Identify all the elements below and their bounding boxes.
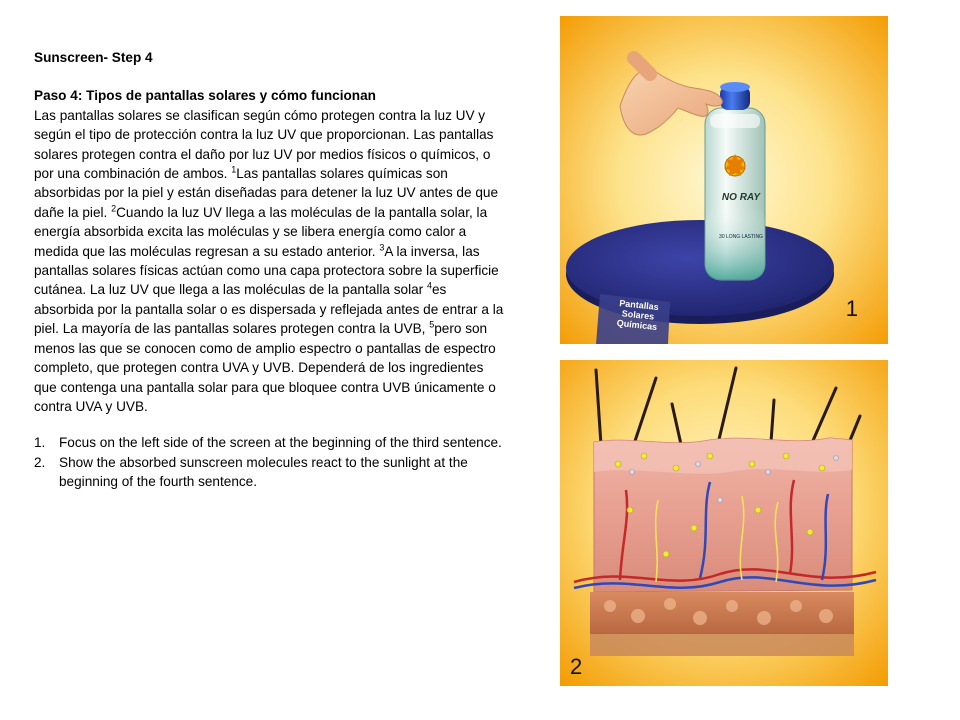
- paragraph-text: pero son menos las que se conocen como de amplio espectro o pantallas de espectro completo, que protegen contra UVA y UVB. Dependerá de los ingredientes que contenga una pantalla solar para que bloquee contra UVB únicamente o contra UVA y UVB.: [34, 321, 496, 414]
- panel-number-2: 2: [570, 654, 583, 679]
- instruction-number: 1.: [34, 435, 46, 451]
- body-paragraph: [34, 106, 506, 417]
- instruction-item: [34, 433, 506, 452]
- paragraph-text: es absorbida por la pantalla solar o es dispersada y reflejada antes de entrar a la piel. La mayoría de las pantallas solares protegen contra la UVB,: [34, 282, 504, 337]
- instruction-text: Focus on the left side of the screen at the beginning of the third sentence.: [59, 435, 502, 451]
- skin-cross-section-illustration: [560, 360, 888, 686]
- paragraph-text: A la inversa, las pantallas solares físicas actúan como una capa protectora sobre la superficie cutánea. La luz UV que llega a las moléculas de la pantalla solar: [34, 243, 499, 298]
- panel-number-1: 1: [845, 296, 858, 321]
- bottle-brand-label: NO RAY: [721, 192, 761, 203]
- text-column: [34, 48, 506, 492]
- footnote-marker: 4: [426, 280, 432, 291]
- sunscreen-bottle-illustration: [560, 16, 888, 344]
- paragraph-text: Cuando la luz UV llega a las moléculas de la pantalla solar, la energía absorbida excita las moléculas y se libera energía como calor a medida que las moléculas regresan a su estado anterior.: [34, 204, 488, 259]
- instruction-item: [34, 453, 506, 492]
- plate-label-line: Solares: [621, 308, 655, 322]
- instruction-text: Show the absorbed sunscreen molecules react to the sunlight at the beginning of the fourth sentence.: [59, 454, 468, 490]
- image-panel-1: [560, 16, 888, 344]
- paragraph-text: Las pantallas solares se clasifican según cómo protegen contra la luz UV y según el tipo de protección contra la luz UV que proporcionan. Las pantallas solares protegen contra el daño por luz UV por medios físicos o químicos, o por una combinación de ambos.: [34, 107, 494, 182]
- plate-label-line: Pantallas: [618, 298, 660, 313]
- section-heading: Paso 4: Tipos de pantallas solares y cómo funcionan: [34, 88, 376, 104]
- footnote-marker: 1: [231, 164, 237, 175]
- footnote-marker: 2: [111, 203, 117, 214]
- plate-label-line: Químicas: [616, 317, 658, 333]
- image-panel-2: [560, 360, 888, 686]
- footnote-marker: 3: [379, 242, 385, 253]
- instruction-number: 2.: [34, 454, 46, 470]
- footnote-marker: 5: [429, 319, 435, 330]
- paragraph-text: Las pantallas solares químicas son absorbidas por la piel y están diseñadas para detener la luz UV antes de que dañe la piel.: [34, 166, 498, 220]
- bottle-spf-label: 30 LONG LASTING: [719, 234, 763, 240]
- instruction-list: [34, 433, 506, 491]
- page-title: Sunscreen- Step 4: [34, 50, 153, 65]
